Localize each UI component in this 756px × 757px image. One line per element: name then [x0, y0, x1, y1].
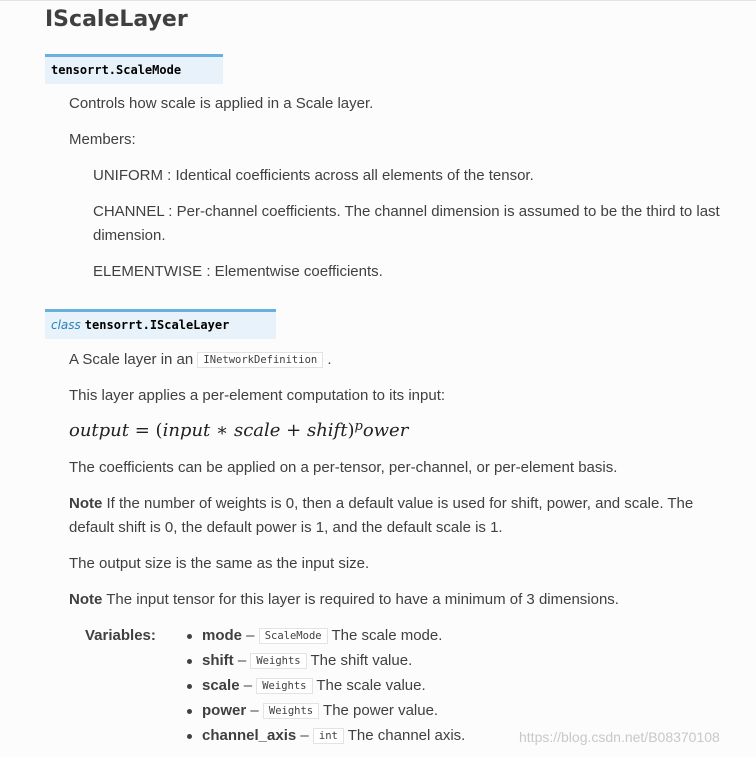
variable-type-link[interactable]: ScaleMode [259, 628, 328, 644]
variable-name: shift [202, 652, 234, 669]
bullet [187, 634, 192, 639]
variables-label: Variables: [85, 627, 156, 644]
note-label: Note [69, 495, 103, 512]
top-divider [0, 0, 756, 1]
variable-name: power [202, 702, 247, 719]
computation-text: This layer applies a per-element computation to its input: [69, 387, 446, 404]
formula-times: ∗ [210, 420, 234, 441]
iscale-layer-signature-text: tensorrt.IScaleLayer [84, 318, 230, 332]
member-elementwise: ELEMENTWISE : Elementwise coefficients. [93, 263, 383, 280]
variable-desc: The power value. [319, 702, 439, 719]
members-label: Members: [69, 131, 136, 148]
variable-channel-axis [187, 724, 465, 749]
variable-dash: – [296, 727, 313, 744]
formula-output: output [69, 420, 130, 441]
variable-shift [187, 649, 465, 674]
inetwork-definition-link[interactable]: INetworkDefinition [197, 352, 323, 368]
formula-scale: scale [233, 420, 281, 441]
scale-mode-signature-text: tensorrt.ScaleMode [51, 63, 182, 77]
member-channel: CHANNEL : Per-channel coefficients. The channel dimension is assumed to be the third to last dimension. [93, 203, 720, 244]
page-title: IScaleLayer [45, 7, 188, 32]
coefficients-text: The coefficients can be applied on a per-tensor, per-channel, or per-element basis. [69, 459, 618, 476]
note-default-weights [69, 492, 733, 540]
formula-plus: + [280, 420, 307, 441]
note-default-weights-text: If the number of weights is 0, then a default value is used for shift, power, and scale. The default shift is 0, the default power is 1, and the default scale is 1. [69, 495, 694, 536]
bullet [187, 709, 192, 714]
variable-type-link[interactable]: Weights [250, 653, 306, 669]
formula-shift: shift [306, 420, 348, 441]
scale-mode-signature[interactable] [45, 54, 223, 84]
variable-name: mode [202, 627, 243, 644]
variable-desc: The scale value. [312, 677, 426, 694]
formula-pow-rest: ower [362, 420, 409, 441]
intro-line [69, 348, 332, 373]
note-min-dimensions-text: The input tensor for this layer is required to have a minimum of 3 dimensions. [102, 591, 619, 608]
variable-mode [187, 624, 465, 649]
formula-input: input [162, 420, 211, 441]
bullet [187, 684, 192, 689]
variable-dash: – [239, 677, 257, 694]
scale-mode-description: Controls how scale is applied in a Scale layer. [69, 95, 374, 112]
output-size-text: The output size is the same as the input size. [69, 555, 370, 572]
formula-close: ) [347, 420, 355, 441]
variable-power [187, 699, 465, 724]
intro-before: A Scale layer in an [69, 351, 194, 368]
variables-list [187, 624, 465, 749]
bullet [187, 659, 192, 664]
variable-desc: The shift value. [306, 652, 413, 669]
class-keyword: class [51, 318, 81, 332]
member-uniform: UNIFORM : Identical coefficients across all elements of the tensor. [93, 167, 534, 184]
note-label: Note [69, 591, 103, 608]
note-min-dimensions [69, 588, 619, 612]
formula-eq: = ( [129, 420, 163, 441]
variable-name: scale [202, 677, 240, 694]
bullet [187, 734, 192, 739]
variable-name: channel_axis [202, 727, 297, 744]
variable-type-link[interactable]: Weights [263, 703, 319, 719]
variable-dash: – [242, 627, 259, 644]
variable-scale [187, 674, 465, 699]
iscale-layer-signature[interactable] [45, 309, 276, 339]
watermark: https://blog.csdn.net/B08370108 [519, 729, 720, 745]
formula-pow-sup: p [354, 419, 363, 434]
intro-after: . [327, 351, 332, 368]
variable-dash: – [233, 652, 251, 669]
variable-desc: The scale mode. [327, 627, 443, 644]
formula [69, 420, 408, 441]
variable-desc: The channel axis. [343, 727, 466, 744]
variable-type-link[interactable]: int [313, 728, 344, 744]
variable-type-link[interactable]: Weights [256, 678, 312, 694]
variable-dash: – [246, 702, 263, 719]
